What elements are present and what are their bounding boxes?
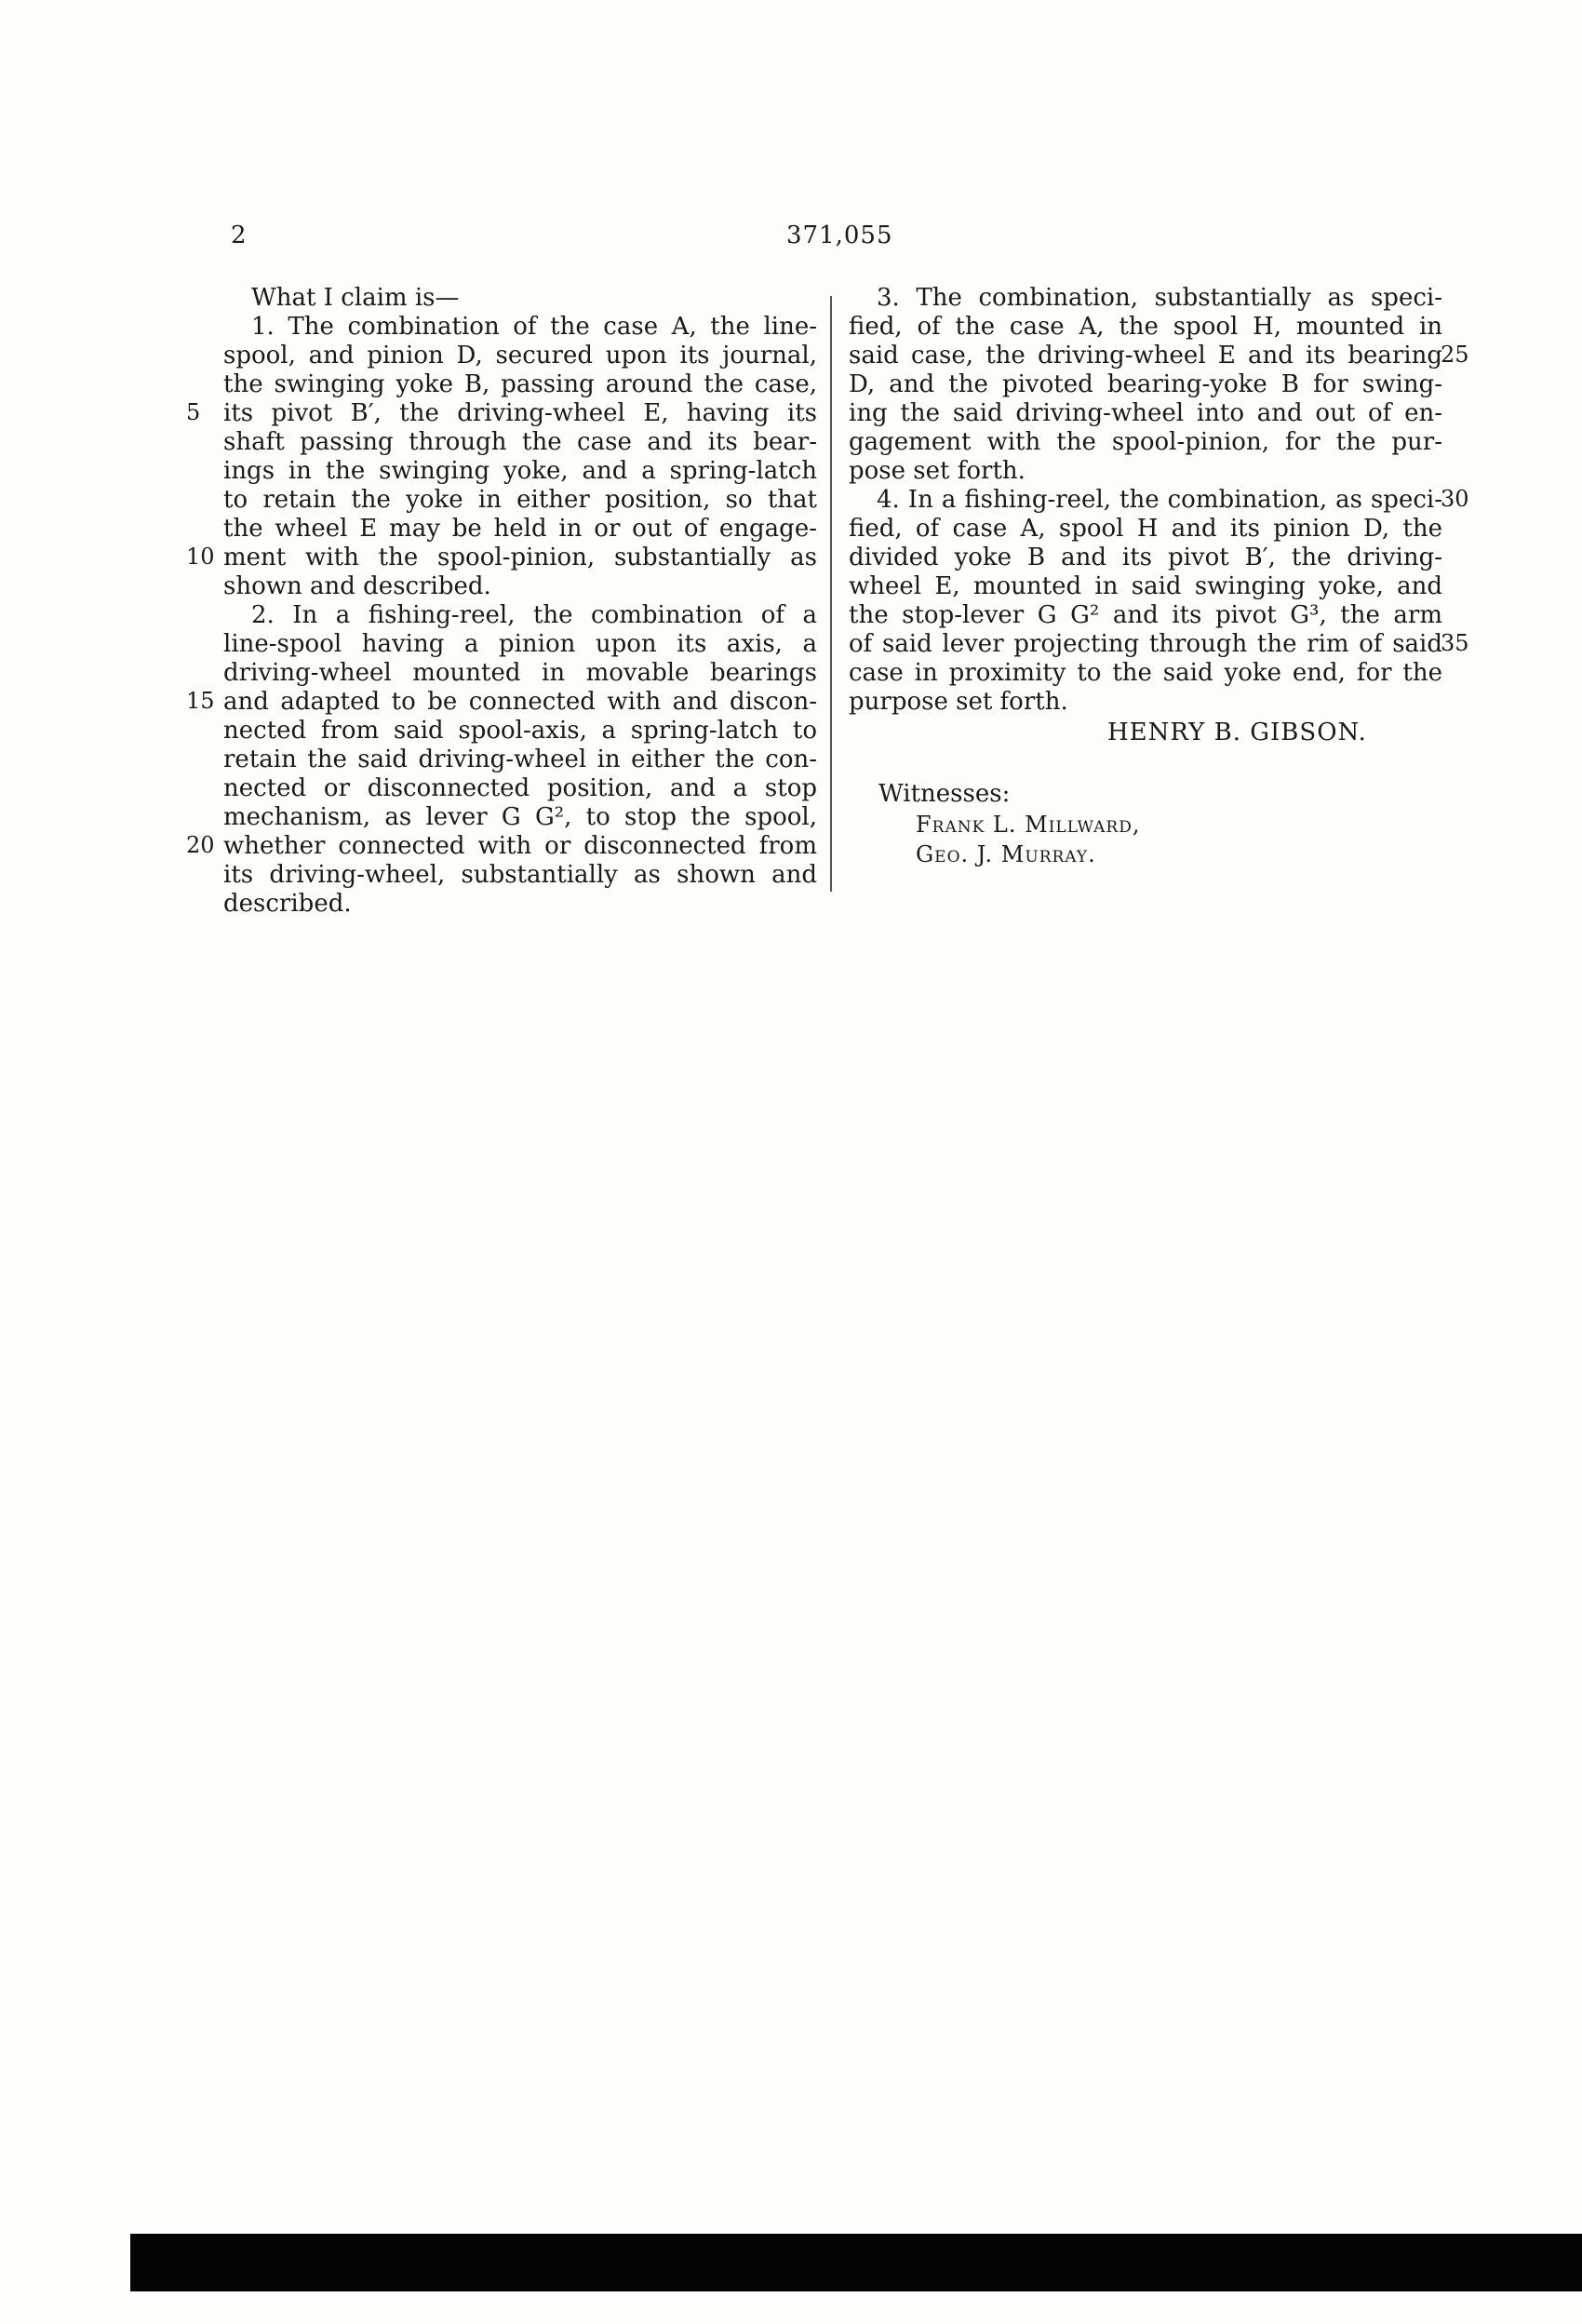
text-line: wheel E, mounted in said swinging yoke, and: [849, 572, 1442, 600]
column-divider: [830, 296, 832, 892]
text-line: and adapted to be connected with and discon-: [223, 688, 817, 716]
text-line: mechanism, as lever G G², to stop the spool,: [223, 803, 817, 831]
text-line: fied, of case A, spool H and its pinion D, the: [849, 515, 1442, 543]
text-line: What I claim is—: [251, 284, 460, 312]
text-line: ings in the swinging yoke, and a spring-latch: [223, 457, 817, 485]
margin-line-number: 30: [1441, 486, 1469, 512]
claims-left-column: [223, 284, 817, 919]
text-line: its driving-wheel, substantially as shown and: [223, 861, 817, 889]
margin-line-number: 5: [186, 399, 201, 425]
text-line: purpose set forth.: [849, 688, 1068, 716]
text-line: nected or disconnected position, and a stop: [223, 774, 817, 802]
text-line: the wheel E may be held in or out of engage-: [223, 515, 817, 543]
text-line: 4. In a fishing-reel, the combination, as speci-: [877, 486, 1442, 514]
text-line: to retain the yoke in either position, so that: [223, 486, 817, 514]
text-line: whether connected with or disconnected from: [223, 832, 817, 860]
witness-name: Geo. J. Murray.: [916, 841, 1096, 867]
text-line: described.: [223, 890, 352, 918]
text-line: D, and the pivoted bearing-yoke B for swing-: [849, 370, 1442, 398]
text-line: case in proximity to the said yoke end, for the: [849, 659, 1442, 687]
margin-line-number: 25: [1441, 342, 1469, 368]
page-number: 2: [231, 222, 247, 249]
text-line: gagement with the spool-pinion, for the pur-: [849, 428, 1442, 456]
text-line: divided yoke B and its pivot B′, the driving-: [849, 544, 1442, 571]
margin-line-number: 20: [186, 832, 215, 858]
margin-line-number: 10: [186, 544, 215, 570]
text-line: 2. In a fishing-reel, the combination of a: [251, 601, 817, 629]
inventor-signature: HENRY B. GIBSON.: [1107, 719, 1367, 746]
text-line: ment with the spool-pinion, substantially as: [223, 544, 817, 571]
text-line: ing the said driving-wheel into and out of en-: [849, 399, 1442, 427]
text-line: nected from said spool-axis, a spring-latch to: [223, 717, 817, 745]
witness-name: Frank L. Millward,: [916, 812, 1141, 838]
text-line: fied, of the case A, the spool H, mounted in: [849, 313, 1442, 341]
text-line: spool, and pinion D, secured upon its journal,: [223, 342, 817, 369]
margin-line-number: 35: [1441, 630, 1469, 656]
text-line: 3. The combination, substantially as speci-: [877, 284, 1442, 312]
text-line: said case, the driving-wheel E and its bearing: [849, 342, 1442, 369]
margin-line-number: 15: [186, 688, 215, 714]
text-line: its pivot B′, the driving-wheel E, having its: [223, 399, 817, 427]
text-line: shown and described.: [223, 572, 491, 600]
text-line: line-spool having a pinion upon its axis, a: [223, 630, 817, 658]
text-line: shaft passing through the case and its bear-: [223, 428, 817, 456]
text-line: 1. The combination of the case A, the line-: [251, 313, 817, 341]
patent-number: 371,055: [786, 222, 893, 249]
text-line: driving-wheel mounted in movable bearings: [223, 659, 817, 687]
claims-right-column: [849, 284, 1442, 717]
text-line: of said lever projecting through the rim of said: [849, 630, 1442, 658]
text-line: pose set forth.: [849, 457, 1026, 485]
witnesses-label: Witnesses:: [878, 780, 1011, 808]
text-line: the swinging yoke B, passing around the case,: [223, 370, 817, 398]
scan-edge-bar: [130, 2234, 1582, 2291]
text-line: the stop-lever G G² and its pivot G³, the arm: [849, 601, 1442, 629]
text-line: retain the said driving-wheel in either the con-: [223, 746, 817, 773]
